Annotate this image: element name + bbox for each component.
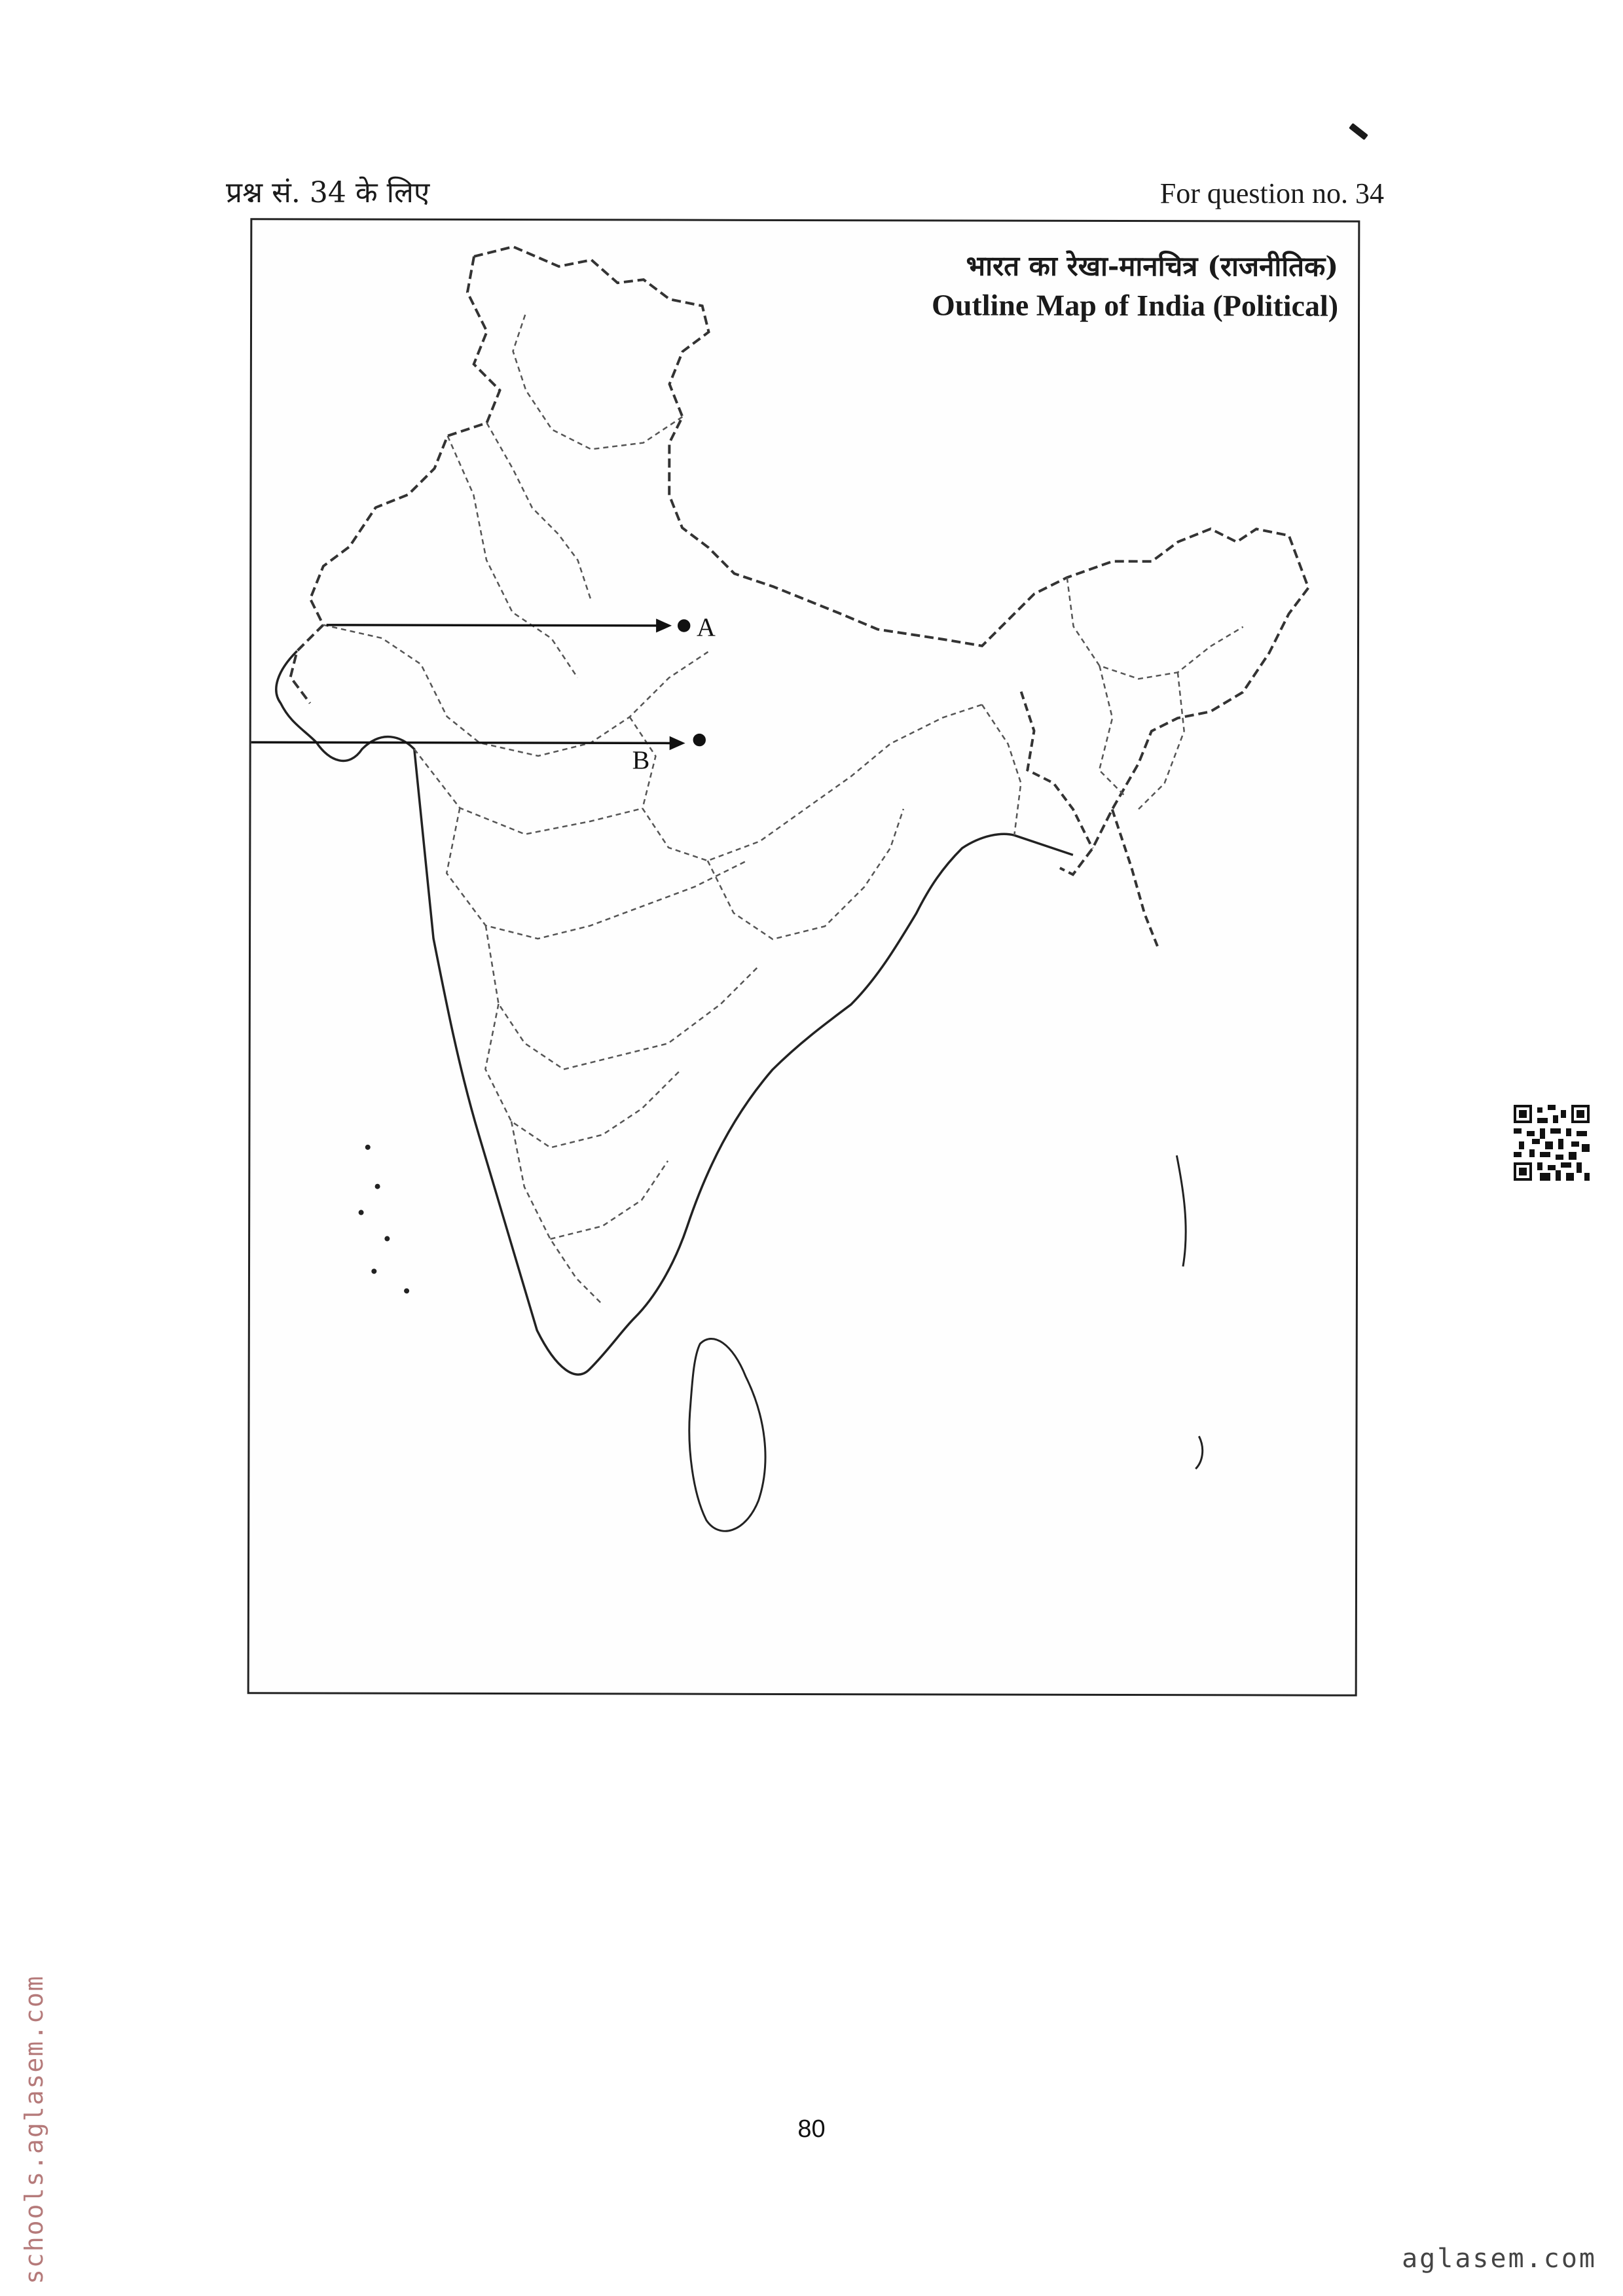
question-label-english: For question no. 34 [1159,177,1384,209]
sri-lanka-outline [689,1338,766,1531]
corner-watermark: aglasem.com [1402,2244,1597,2274]
coastline [275,651,1074,1376]
india-outline-map [249,220,1359,1695]
arrow-a-head [657,620,669,631]
arrow-b-shaft [249,742,671,743]
qr-code-icon [1514,1105,1590,1181]
map-title-hindi: भारत का रेखा-मानचित्र (राजनीतिक) [966,249,1339,283]
international-boundary [473,247,1309,875]
marker-dot-b [694,735,704,745]
arrow-a-shaft [327,625,657,626]
page-number: 80 [797,2115,826,2143]
northeast-boundary [1021,692,1158,946]
arrow-b-head [670,738,682,748]
state-boundaries [321,312,1243,1306]
western-boundary [291,256,500,704]
question-label-hindi: प्रश्न सं. 34 के लिए [226,176,430,209]
marker-dot-a [679,620,689,631]
marker-label-b: B [632,745,650,775]
scan-mark [1349,123,1368,140]
map-frame [247,218,1360,1696]
marker-a [327,620,689,631]
andaman-islands [1176,1155,1203,1469]
marker-label-a: A [697,612,716,642]
side-watermark: schools.aglasem.com [20,1975,48,2284]
map-title-english: Outline Map of India (Political) [932,288,1339,323]
map-title [932,247,1338,326]
lakshadweep-islands [358,1145,409,1294]
